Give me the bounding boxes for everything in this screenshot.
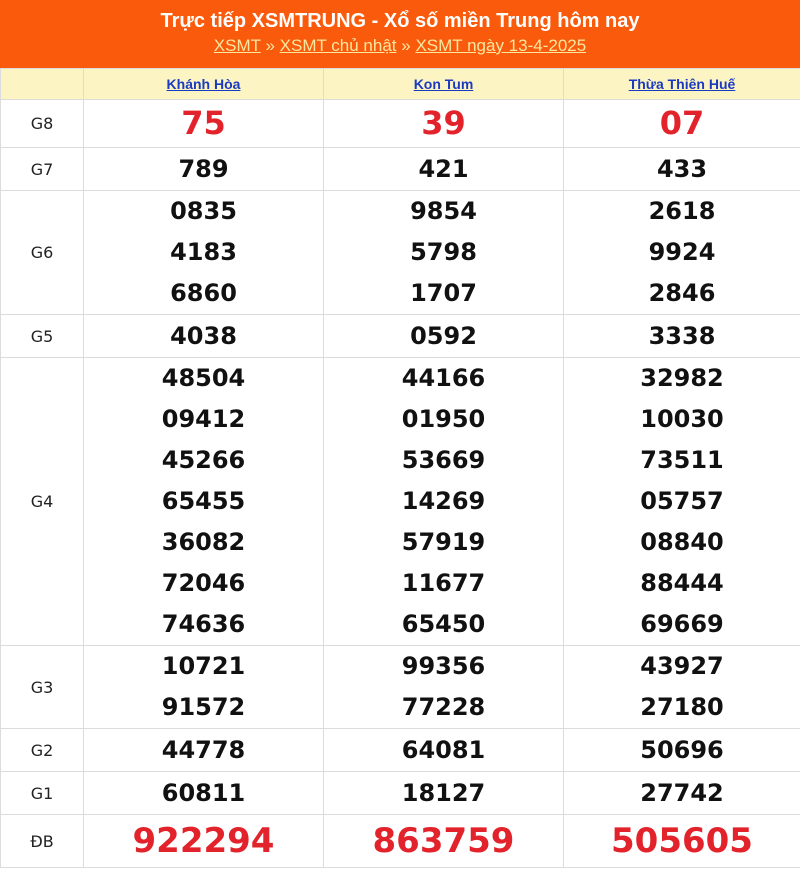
table-row [1, 772, 800, 815]
breadcrumb-xsmt[interactable]: XSMT [213, 36, 261, 55]
result-number: 14269 [401, 487, 486, 515]
province-link-khanh-hoa[interactable]: Khánh Hòa [166, 76, 241, 92]
result-cell [84, 100, 324, 148]
result-number: 07 [659, 104, 705, 142]
result-number: 60811 [161, 779, 246, 807]
result-cell [564, 191, 800, 315]
result-number: 65455 [161, 487, 246, 515]
result-number: 2618 [648, 197, 716, 225]
result-number: 74636 [161, 610, 246, 638]
result-cell [324, 646, 564, 729]
prize-label: G3 [1, 646, 84, 729]
table-row [1, 358, 800, 646]
result-number: 50696 [640, 736, 724, 764]
result-number: 4183 [170, 238, 237, 266]
prize-label: ĐB [1, 815, 84, 868]
prize-rows [1, 100, 800, 868]
result-number: 08840 [640, 528, 724, 556]
result-cell [84, 191, 324, 315]
result-number: 9854 [410, 197, 477, 225]
result-number: 1707 [410, 279, 477, 307]
result-number: 05757 [640, 487, 724, 515]
result-cell [564, 646, 800, 729]
result-number: 53669 [401, 446, 486, 474]
result-number: 789 [178, 155, 229, 183]
prize-label: G4 [1, 358, 84, 646]
breadcrumb-xsmt-sunday[interactable]: XSMT chủ nhật [279, 36, 397, 55]
result-number: 44778 [161, 736, 246, 764]
result-number: 45266 [161, 446, 246, 474]
results-table [0, 68, 800, 868]
result-number: 6860 [170, 279, 237, 307]
column-header [84, 69, 324, 100]
result-cell [84, 772, 324, 815]
prize-label: G8 [1, 100, 84, 148]
result-number: 64081 [401, 736, 486, 764]
table-row [1, 315, 800, 358]
result-number: 27742 [640, 779, 724, 807]
result-number: 39 [421, 104, 466, 142]
result-cell [564, 729, 800, 772]
result-number: 88444 [640, 569, 724, 597]
table-row [1, 729, 800, 772]
result-number: 77228 [401, 693, 486, 721]
column-header [564, 69, 800, 100]
result-number: 32982 [640, 364, 724, 392]
result-cell [84, 646, 324, 729]
result-cell [324, 772, 564, 815]
column-header [324, 69, 564, 100]
result-cell [324, 815, 564, 868]
breadcrumb-xsmt-date[interactable]: XSMT ngày 13-4-2025 [415, 36, 587, 55]
breadcrumb [0, 34, 800, 58]
result-cell [564, 772, 800, 815]
result-number: 27180 [640, 693, 724, 721]
result-cell [84, 815, 324, 868]
table-row [1, 815, 800, 868]
result-number: 9924 [648, 238, 716, 266]
result-number: 421 [418, 155, 469, 183]
prize-label: G1 [1, 772, 84, 815]
result-number: 10030 [640, 405, 724, 433]
result-cell [324, 100, 564, 148]
result-number: 4038 [170, 322, 237, 350]
result-number: 433 [656, 155, 708, 183]
result-number: 43927 [640, 652, 724, 680]
result-number: 65450 [401, 610, 486, 638]
result-number: 0835 [170, 197, 237, 225]
result-cell [324, 148, 564, 191]
breadcrumb-separator: » [265, 36, 275, 55]
page-title: Trực tiếp XSMTRUNG - Xổ số miền Trung hôm nay [160, 10, 640, 32]
result-number: 863759 [372, 821, 515, 861]
table-row [1, 100, 800, 148]
result-number: 0592 [410, 322, 477, 350]
page-header [0, 0, 800, 68]
prize-label: G5 [1, 315, 84, 358]
result-number: 44166 [401, 364, 486, 392]
prize-label: G7 [1, 148, 84, 191]
result-cell [564, 358, 800, 646]
result-number: 3338 [648, 322, 716, 350]
table-header-row [1, 69, 800, 100]
header-empty-cell [1, 69, 84, 100]
result-number: 91572 [161, 693, 246, 721]
result-number: 69669 [640, 610, 724, 638]
result-number: 10721 [161, 652, 246, 680]
result-cell [564, 815, 800, 868]
table-row [1, 191, 800, 315]
result-cell [324, 358, 564, 646]
result-cell [564, 148, 800, 191]
result-number: 5798 [410, 238, 477, 266]
result-cell [84, 358, 324, 646]
result-cell [84, 148, 324, 191]
result-cell [324, 191, 564, 315]
result-number: 36082 [161, 528, 246, 556]
breadcrumb-separator: » [401, 36, 411, 55]
result-number: 2846 [648, 279, 716, 307]
result-cell [564, 100, 800, 148]
result-number: 922294 [132, 821, 275, 861]
result-number: 01950 [401, 405, 486, 433]
result-number: 99356 [401, 652, 486, 680]
result-number: 48504 [161, 364, 246, 392]
result-number: 75 [181, 104, 226, 142]
result-cell [84, 315, 324, 358]
table-row [1, 148, 800, 191]
province-link-kon-tum[interactable]: Kon Tum [413, 76, 474, 92]
result-number: 73511 [640, 446, 724, 474]
prize-label: G6 [1, 191, 84, 315]
table-row [1, 646, 800, 729]
result-cell [324, 315, 564, 358]
result-cell [324, 729, 564, 772]
result-cell [84, 729, 324, 772]
result-number: 505605 [611, 821, 753, 861]
province-link-thua-thien-hue[interactable]: Thừa Thiên Huế [628, 76, 736, 92]
result-number: 09412 [161, 405, 246, 433]
result-number: 72046 [161, 569, 246, 597]
result-number: 57919 [401, 528, 486, 556]
result-number: 11677 [401, 569, 486, 597]
result-cell [564, 315, 800, 358]
result-number: 18127 [401, 779, 486, 807]
prize-label: G2 [1, 729, 84, 772]
